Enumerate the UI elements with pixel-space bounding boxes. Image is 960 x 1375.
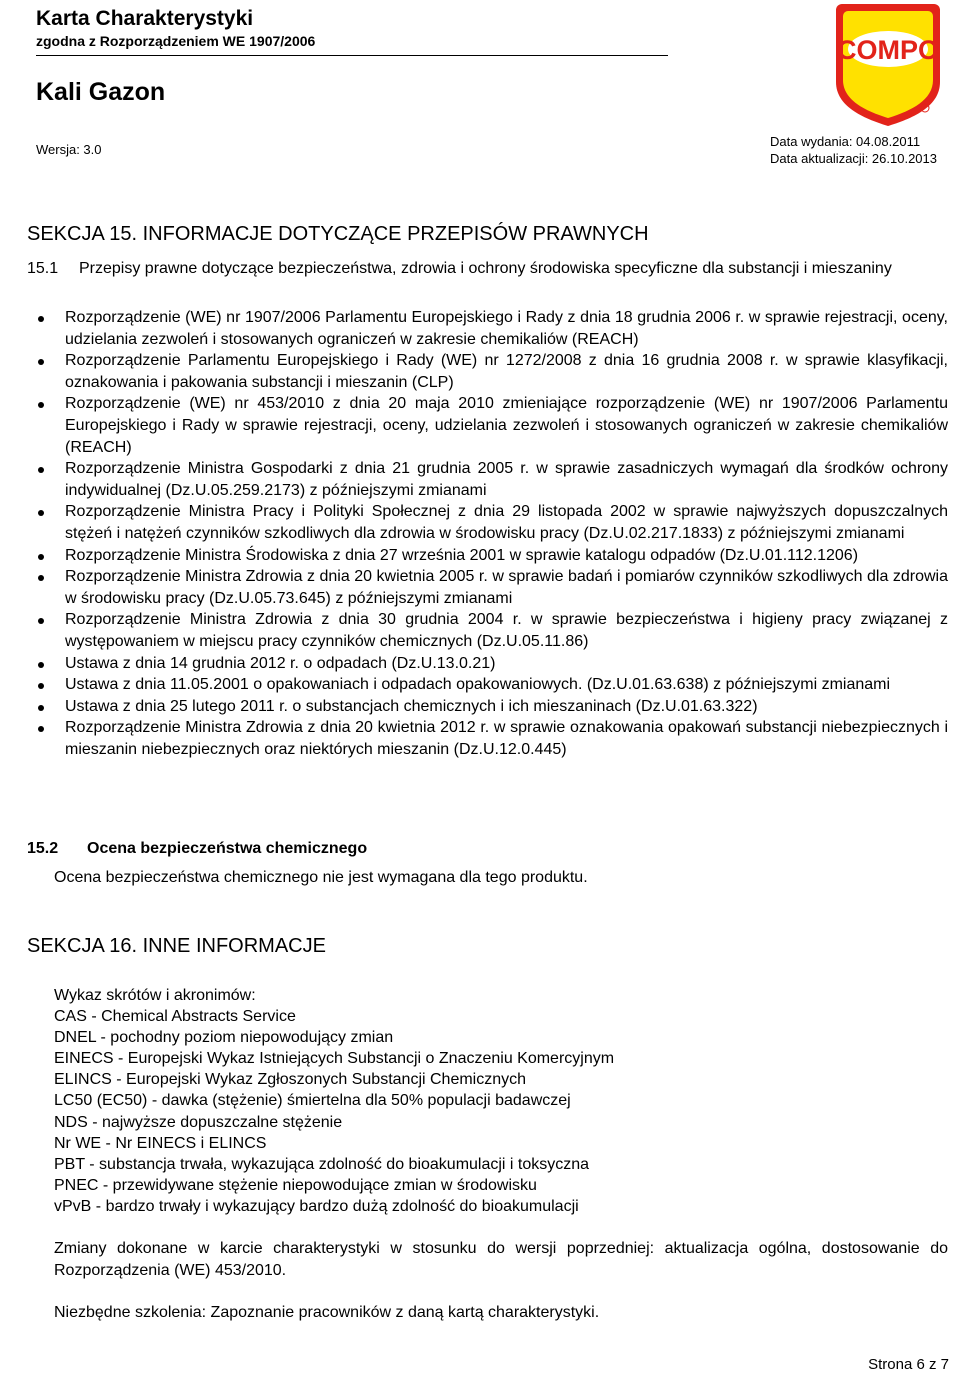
- subsection-15-2-text: Ocena bezpieczeństwa chemicznego nie jest wymagana dla tego produktu.: [54, 869, 588, 886]
- subsection-number: 15.1: [27, 260, 59, 277]
- bullet-icon: [38, 618, 44, 624]
- list-item: Rozporządzenie Ministra Zdrowia z dnia 30 grudnia 2004 r. w sprawie bezpieczeństwa i higieny pracy związanej z występowaniem w miejscu pracy czynników chemicznych (Dz.U.05.11.86): [36, 609, 948, 652]
- bullet-icon: [38, 359, 44, 365]
- subsection-title: Ocena bezpieczeństwa chemicznego: [87, 840, 368, 857]
- list-item: Rozporządzenie Ministra Środowiska z dnia 27 września 2001 w sprawie katalogu odpadów (Dz.U.01.112.1206): [36, 545, 948, 567]
- list-item: Rozporządzenie (WE) nr 453/2010 z dnia 20 maja 2010 zmieniające rozporządzenie (WE) nr 1907/2006 Parlamentu Europejskiego i Rady w sprawie rejestracji, oceny, udzielania zezwoleń i stosowanych ograniczeń w zakresie chemikaliów (REACH): [36, 393, 948, 458]
- bullet-icon: [38, 316, 44, 322]
- abbreviation-item: LC50 (EC50) - dawka (stężenie) śmiertelna dla 50% populacji badawczej: [54, 1092, 571, 1110]
- list-item: Ustawa z dnia 25 lutego 2011 r. o substancjach chemicznych i ich mieszaninach (Dz.U.01.63.322): [36, 696, 948, 718]
- abbreviation-item: CAS - Chemical Abstracts Service: [54, 1008, 296, 1026]
- abbreviations-list: [54, 985, 614, 1217]
- document-subtitle: zgodna z Rozporządzeniem WE 1907/2006: [36, 33, 316, 49]
- training-note: Niezbędne szkolenia: Zapoznanie pracowników z daną kartą charakterystyki.: [54, 1304, 600, 1321]
- regulations-list: [36, 307, 948, 760]
- bullet-icon: [38, 575, 44, 581]
- header-divider: [36, 55, 668, 56]
- logo-text: COMPO: [836, 35, 940, 65]
- list-item: Rozporządzenie Ministra Pracy i Polityki Społecznej z dnia 29 listopada 2002 w sprawie najwyższych dopuszczalnych stężeń i natężeń czynników szkodliwych dla zdrowia w środowisku pracy (Dz.U.02.217.1833) z późniejszymi zmianami: [36, 501, 948, 544]
- bullet-icon: [38, 705, 44, 711]
- document-dates: [770, 133, 937, 167]
- changes-note: Zmiany dokonane w karcie charakterystyki w stosunku do wersji poprzedniej: aktualizacja ogólna, dostosowanie do Rozporządzenia (WE) 453/2010.: [54, 1240, 948, 1279]
- abbreviation-item: PNEC - przewidywane stężenie niepowodujące zmian w środowisku: [54, 1176, 537, 1194]
- subsection-15-2-title: [27, 838, 367, 859]
- version-label: Wersja: 3.0: [36, 142, 102, 157]
- list-item: Ustawa z dnia 14 grudnia 2012 r. o odpadach (Dz.U.13.0.21): [36, 653, 948, 675]
- list-item: Ustawa z dnia 11.05.2001 o opakowaniach i odpadach opakowaniowych. (Dz.U.01.63.638) z późniejszymi zmianami: [36, 674, 948, 696]
- list-item: Rozporządzenie Ministra Zdrowia z dnia 20 kwietnia 2012 r. w sprawie oznakowania opakowań substancji niebezpiecznych i mieszanin niebezpiecznych oraz niektórych mieszanin (Dz.U.12.0.445): [36, 717, 948, 760]
- list-item: Rozporządzenie Ministra Zdrowia z dnia 20 kwietnia 2005 r. w sprawie badań i pomiarów czynników szkodliwych dla zdrowia w środowisku pracy (Dz.U.05.73.645) z późniejszymi zmianami: [36, 566, 948, 609]
- bullet-icon: [38, 683, 44, 689]
- bullet-icon: [38, 402, 44, 408]
- subsection-number: 15.2: [27, 840, 59, 857]
- bullet-icon: [38, 467, 44, 473]
- update-date: Data aktualizacji: 26.10.2013: [770, 151, 937, 166]
- bullet-icon: [38, 662, 44, 668]
- product-name: Kali Gazon: [36, 78, 166, 106]
- subsection-15-1-title: [27, 258, 947, 279]
- abbreviation-item: EINECS - Europejski Wykaz Istniejących Substancji o Znaczeniu Komercyjnym: [54, 1050, 615, 1068]
- page-number: Strona 6 z 7: [868, 1356, 949, 1373]
- abbreviation-item: vPvB - bardzo trwały i wykazujący bardzo dużą zdolność do bioakumulacji: [54, 1197, 579, 1215]
- section-16-heading: SEKCJA 16. INNE INFORMACJE: [27, 935, 326, 957]
- bullet-icon: [38, 726, 44, 732]
- abbreviation-item: ELINCS - Europejski Wykaz Zgłoszonych Substancji Chemicznych: [54, 1071, 527, 1089]
- abbreviation-item: Nr WE - Nr EINECS i ELINCS: [54, 1134, 267, 1152]
- subsection-title: Przepisy prawne dotyczące bezpieczeństwa, zdrowia i ochrony środowiska specyficzne dla substancji i mieszaniny: [79, 260, 892, 277]
- compo-logo: [836, 4, 940, 126]
- document-title: Karta Charakterystyki: [36, 7, 254, 30]
- section-15-heading: SEKCJA 15. INFORMACJE DOTYCZĄCE PRZEPISÓW PRAWNYCH: [27, 223, 649, 245]
- abbreviation-item: PBT - substancja trwała, wykazująca zdolność do bioakumulacji i toksyczna: [54, 1155, 590, 1173]
- bullet-icon: [38, 510, 44, 516]
- issue-date: Data wydania: 04.08.2011: [770, 134, 921, 149]
- abbreviation-item: DNEL - pochodny poziom niepowodujący zmian: [54, 1029, 394, 1047]
- abbreviation-item: NDS - najwyższe dopuszczalne stężenie: [54, 1113, 343, 1131]
- list-item: Rozporządzenie (WE) nr 1907/2006 Parlamentu Europejskiego i Rady z dnia 18 grudnia 2006 r. w sprawie rejestracji, oceny, udzielania zezwoleń i stosowanych ograniczeń w zakresie chemikaliów (REACH): [36, 307, 948, 350]
- list-item: Rozporządzenie Parlamentu Europejskiego i Rady (WE) nr 1272/2008 z dnia 16 grudnia 2008 r. w sprawie klasyfikacji, oznakowania i pakowania substancji i mieszanin (CLP): [36, 350, 948, 393]
- bullet-icon: [38, 554, 44, 560]
- list-item: Rozporządzenie Ministra Gospodarki z dnia 21 grudnia 2005 r. w sprawie zasadniczych wymagań dla środków ochrony indywidualnej (Dz.U.05.259.2173) z późniejszymi zmianami: [36, 458, 948, 501]
- abbreviations-heading: Wykaz skrótów i akronimów:: [54, 987, 256, 1004]
